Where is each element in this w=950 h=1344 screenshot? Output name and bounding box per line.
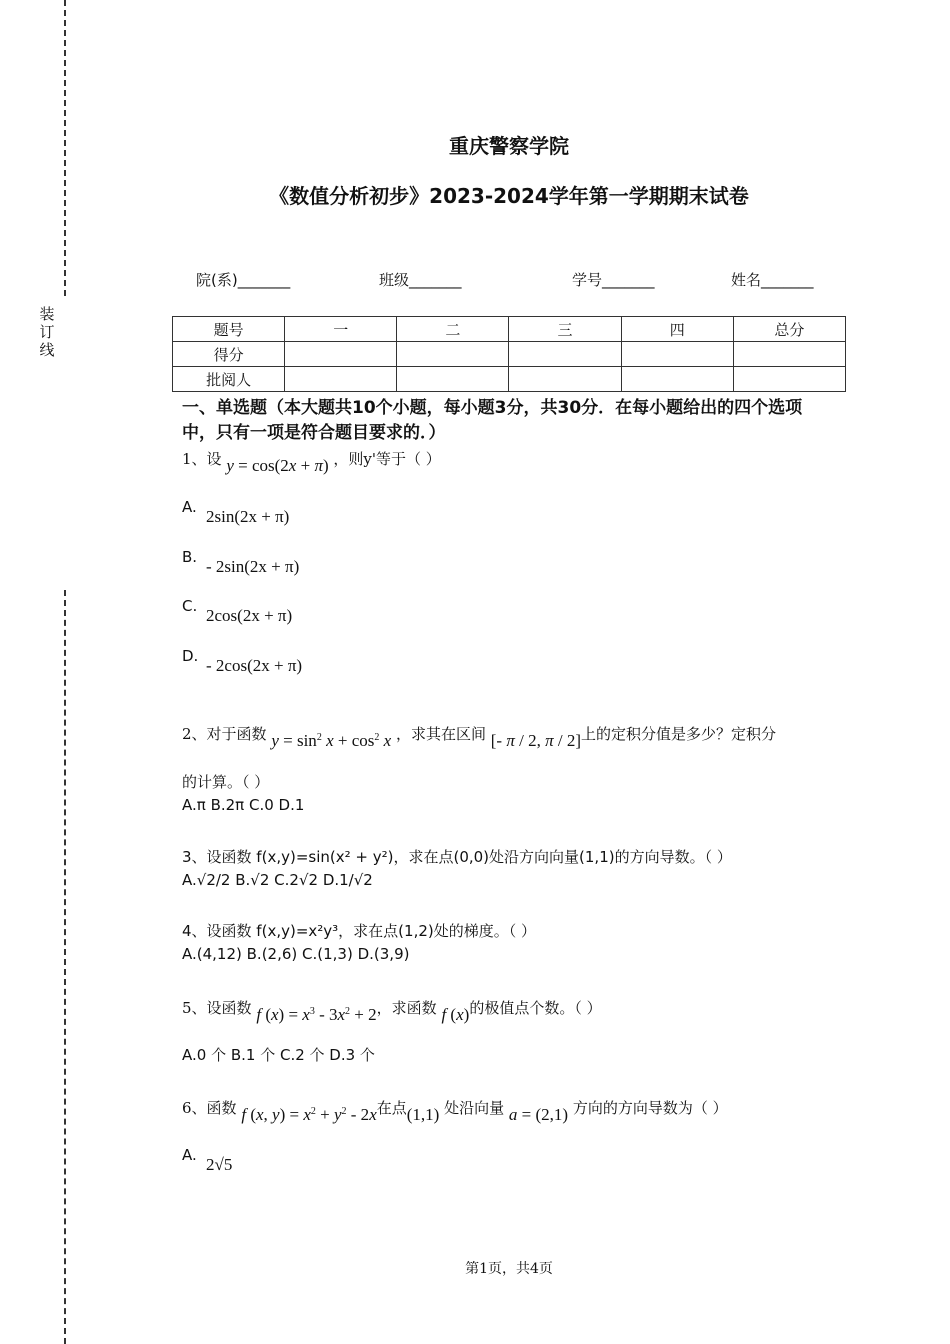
question-6 bbox=[182, 1097, 728, 1124]
q5-suffix: 的极值点个数。（ ） bbox=[469, 999, 602, 1017]
q6-point: (1,1) bbox=[406, 1105, 440, 1124]
q5-function: f (x) bbox=[441, 1005, 470, 1024]
table-header-cell: 总分 bbox=[733, 317, 845, 342]
table-header-cell: 二 bbox=[397, 317, 509, 342]
table-cell[interactable] bbox=[621, 342, 733, 367]
binding-dashed-line-bottom bbox=[64, 590, 66, 1344]
q1-option-d: - 2cos(2x + π) bbox=[206, 656, 303, 675]
table-cell[interactable] bbox=[397, 342, 509, 367]
q1-option-d-letter: D. bbox=[182, 647, 199, 665]
q2-suffix: 上的定积分值是多少？定积分 bbox=[581, 725, 777, 743]
q1-option-c: 2cos(2x + π) bbox=[206, 606, 293, 625]
q2-interval: [- π / 2, π / 2] bbox=[490, 731, 581, 750]
table-header-cell: 题号 bbox=[173, 317, 285, 342]
q3-options: A.√2/2 B.√2 C.2√2 D.1/√2 bbox=[182, 871, 373, 889]
table-cell[interactable] bbox=[397, 367, 509, 392]
question-4: 4、设函数 f(x,y)=x²y³，求在点(1,2)处的梯度。（ ） bbox=[182, 922, 536, 940]
school-name: 重庆警察学院 bbox=[449, 134, 569, 158]
question-2 bbox=[182, 723, 777, 750]
table-header-cell: 三 bbox=[509, 317, 621, 342]
q6-at-point: 在点 bbox=[376, 1099, 407, 1117]
q1-option-a: 2sin(2x + π) bbox=[206, 507, 290, 526]
page-footer: 第1页，共4页 bbox=[465, 1261, 553, 1277]
q1-option-b-letter: B. bbox=[182, 548, 198, 566]
q6-vector: a = (2,1) bbox=[508, 1105, 569, 1124]
table-cell[interactable] bbox=[509, 342, 621, 367]
q2-formula: $y = \sin^2 x + \cos^2 x$ bbox=[271, 731, 392, 750]
score-table-row bbox=[173, 367, 846, 392]
section1-heading: 一、单选题（本大题共10个小题，每小题3分，共30分．在每小题给出的四个选项中，只有一项是符合题目要求的．） bbox=[182, 398, 803, 443]
class-field: 班级_______ bbox=[379, 271, 462, 289]
q2-options: A.π B.2π C.0 D.1 bbox=[182, 796, 305, 814]
q6-formula: f (x, $y) = x^2 + y^2 - 2x$ bbox=[241, 1105, 377, 1124]
q1-prefix: 1、设 bbox=[182, 450, 222, 468]
table-cell[interactable] bbox=[285, 367, 397, 392]
table-header-cell: 一 bbox=[285, 317, 397, 342]
q1-option-b: - 2sin(2x + π) bbox=[206, 557, 300, 576]
table-header-cell: 四 bbox=[621, 317, 733, 342]
table-cell[interactable] bbox=[733, 342, 845, 367]
q1-option-a-letter: A. bbox=[182, 498, 197, 516]
q5-options: A.0 个 B.1 个 C.2 个 D.3 个 bbox=[182, 1046, 375, 1064]
binding-char: 订 bbox=[39, 323, 55, 341]
score-table-row bbox=[173, 342, 846, 367]
q2-line2: 的计算。（ ） bbox=[182, 773, 270, 791]
question-5 bbox=[182, 997, 602, 1024]
exam-title: 《数值分析初步》2023-2024学年第一学期期末试卷 bbox=[269, 184, 749, 208]
q5-prefix: 5、设函数 bbox=[182, 999, 252, 1017]
q6-option-a-letter: A. bbox=[182, 1146, 197, 1164]
q6-suffix: 方向的方向导数为（ ） bbox=[572, 1099, 728, 1117]
table-cell[interactable] bbox=[509, 367, 621, 392]
q5-formula: f $(x) = x^3 - 3x^2 + 2$ bbox=[256, 1005, 377, 1024]
q6-prefix: 6、函数 bbox=[182, 1099, 237, 1117]
table-row-label: 得分 bbox=[173, 342, 285, 367]
q1-formula: y = cos(2x + π) bbox=[226, 456, 329, 475]
binding-char: 线 bbox=[39, 341, 55, 359]
table-cell[interactable] bbox=[733, 367, 845, 392]
q6-option-a: 2√5 bbox=[206, 1155, 233, 1174]
table-row-label: 批阅人 bbox=[173, 367, 285, 392]
score-table-header-row bbox=[173, 317, 846, 342]
q4-options: A.(4,12) B.(2,6) C.(1,3) D.(3,9) bbox=[182, 945, 410, 963]
question-1 bbox=[182, 448, 441, 475]
table-cell[interactable] bbox=[621, 367, 733, 392]
student-id-field: 学号_______ bbox=[572, 271, 655, 289]
q5-middle: ，求函数 bbox=[376, 999, 437, 1017]
q2-middle: ，求其在区间 bbox=[395, 725, 486, 743]
q1-suffix: ，则y'等于（ ） bbox=[333, 450, 441, 468]
question-3: 3、设函数 f(x,y)=sin(x² + y²)，求在点(0,0)处沿方向向量(1,1)的方向导数。（ ） bbox=[182, 848, 732, 866]
q2-prefix: 2、对于函数 bbox=[182, 725, 267, 743]
binding-char: 装 bbox=[39, 305, 55, 323]
binding-line-label bbox=[37, 305, 57, 359]
department-field: 院(系)_______ bbox=[196, 271, 291, 289]
score-table bbox=[172, 316, 846, 392]
q1-option-c-letter: C. bbox=[182, 597, 198, 615]
name-field: 姓名_______ bbox=[731, 271, 814, 289]
q6-along: 处沿向量 bbox=[444, 1099, 505, 1117]
table-cell[interactable] bbox=[285, 342, 397, 367]
